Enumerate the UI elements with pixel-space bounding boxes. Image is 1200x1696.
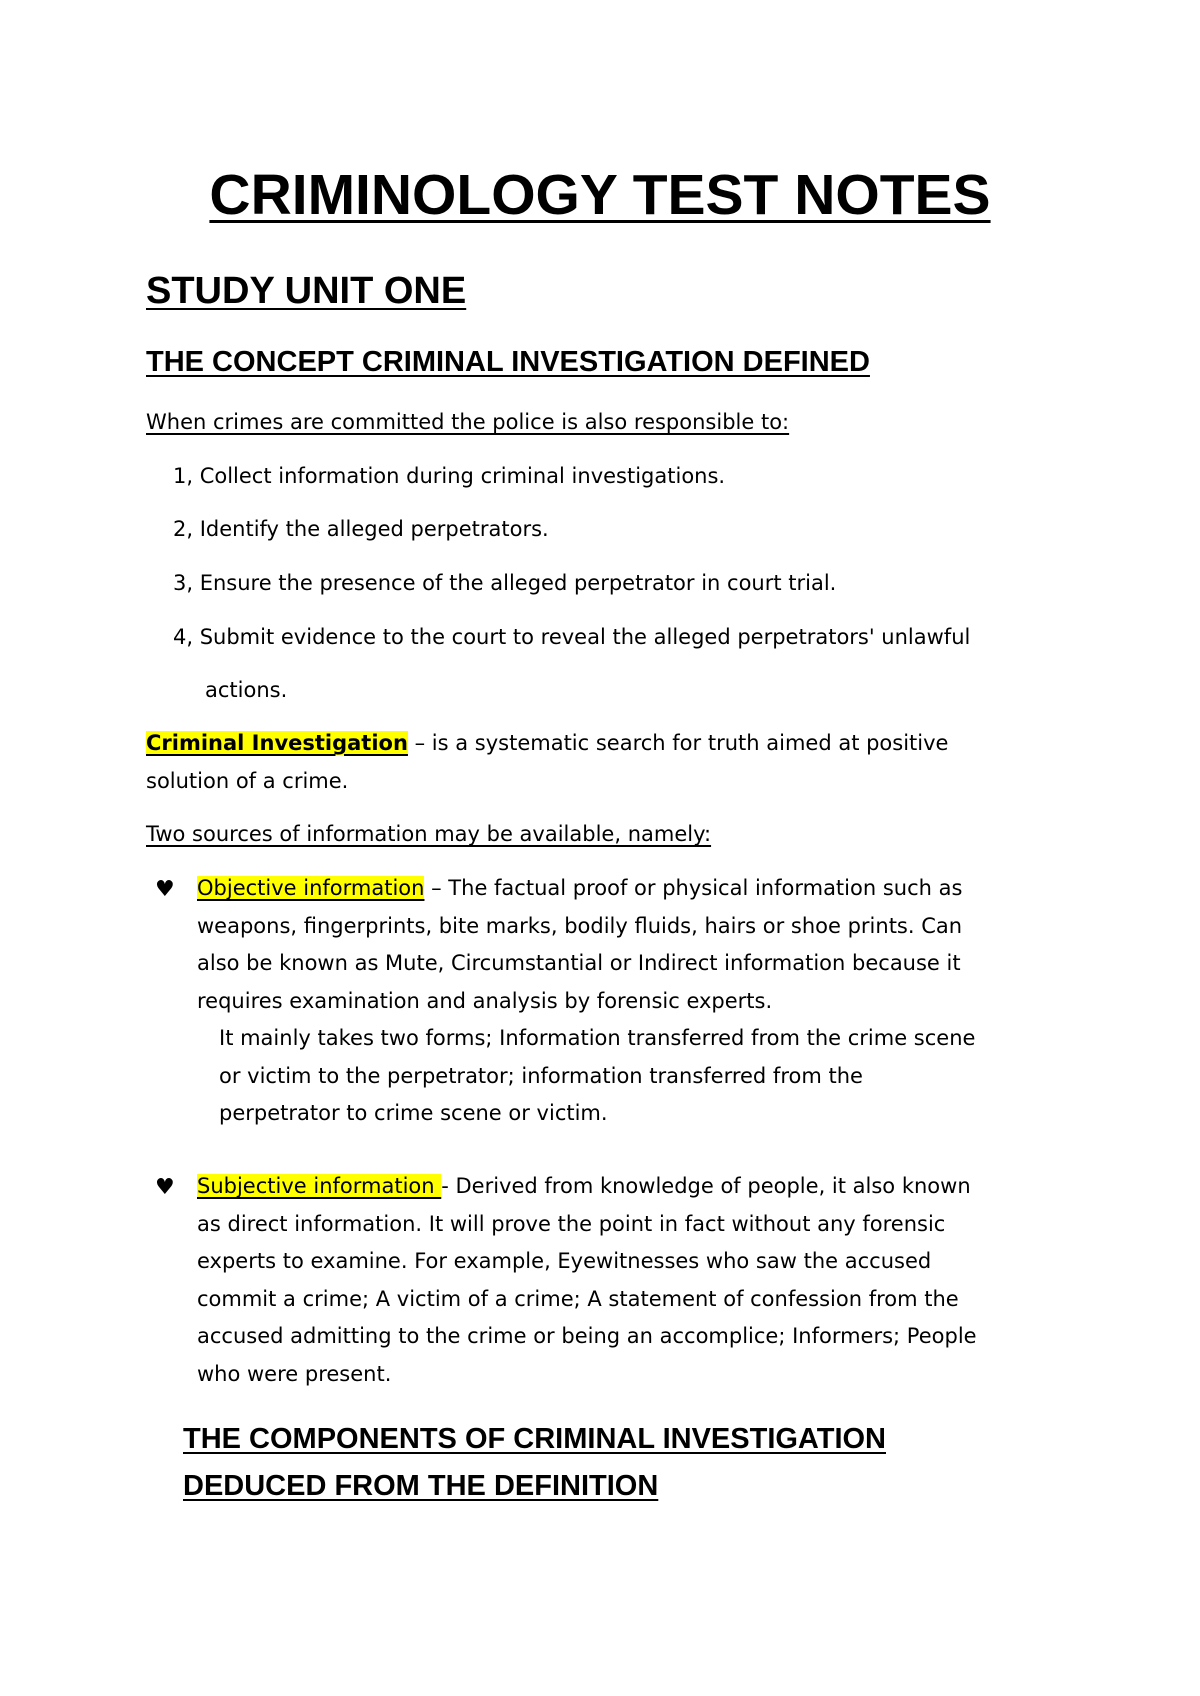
definition-term: Criminal Investigation <box>146 731 408 755</box>
subjective-line-1: Subjective information - Derived from knowledge of people, it also known <box>197 1174 971 1198</box>
forms-line-1: It mainly takes two forms; Information transferred from the crime scene <box>219 1026 976 1050</box>
forms-line-2: or victim to the perpetrator; information transferred from the <box>219 1063 863 1088</box>
objective-term: Objective information <box>197 876 425 900</box>
objective-line-2: weapons, fingerprints, bite marks, bodily fluids, hairs or shoe prints. Can <box>197 913 963 938</box>
intro-text: When crimes are committed the police is also responsible to: <box>146 410 790 434</box>
responsibility-item-1: 1, Collect information during criminal investigations. <box>173 464 726 488</box>
heart-bullet-icon: ♥ <box>155 1175 175 1200</box>
definition-line-1: Criminal Investigation – is a systematic search for truth aimed at positive <box>146 731 949 755</box>
sources-intro: Two sources of information may be available, namely: <box>146 822 712 846</box>
subjective-line-3: experts to examine. For example, Eyewitnesses who saw the accused <box>197 1249 932 1273</box>
responsibility-item-2: 2, Identify the alleged perpetrators. <box>173 517 549 541</box>
subjective-information-item <box>197 1168 977 1393</box>
objective-forms-paragraph <box>219 1020 975 1133</box>
subjective-term: Subjective information <box>197 1174 442 1198</box>
section-heading: THE CONCEPT CRIMINAL INVESTIGATION DEFINED <box>146 346 870 378</box>
objective-line-4: requires examination and analysis by forensic experts. <box>197 988 773 1013</box>
objective-line-3: also be known as Mute, Circumstantial or Indirect information because it <box>197 951 961 975</box>
definition-line-2: solution of a crime. <box>146 768 349 793</box>
components-heading-line-2: DEDUCED FROM THE DEFINITION <box>183 1470 659 1502</box>
subjective-line-5: accused admitting to the crime or being an accomplice; Informers; People <box>197 1324 977 1348</box>
components-heading-line-1: THE COMPONENTS OF CRIMINAL INVESTIGATION <box>183 1423 886 1455</box>
responsibility-item-4-continuation: actions. <box>205 678 288 702</box>
objective-information-item <box>197 870 962 1020</box>
components-heading <box>183 1416 886 1510</box>
subjective-line-4: commit a crime; A victim of a crime; A statement of confession from the <box>197 1286 959 1311</box>
heart-bullet-icon: ♥ <box>155 877 175 902</box>
forms-line-3: perpetrator to crime scene or victim. <box>219 1101 608 1125</box>
document-title: CRIMINOLOGY TEST NOTES <box>209 163 991 227</box>
subjective-line-2: as direct information. It will prove the point in fact without any forensic <box>197 1211 946 1236</box>
responsibility-item-4: 4, Submit evidence to the court to reveal the alleged perpetrators' unlawful <box>173 625 971 649</box>
responsibility-item-3: 3, Ensure the presence of the alleged perpetrator in court trial. <box>173 571 837 595</box>
definition-paragraph <box>146 725 948 800</box>
subjective-line-6: who were present. <box>197 1361 392 1386</box>
unit-heading: STUDY UNIT ONE <box>146 270 467 312</box>
objective-line-1: Objective information – The factual proof or physical information such as <box>197 876 963 900</box>
